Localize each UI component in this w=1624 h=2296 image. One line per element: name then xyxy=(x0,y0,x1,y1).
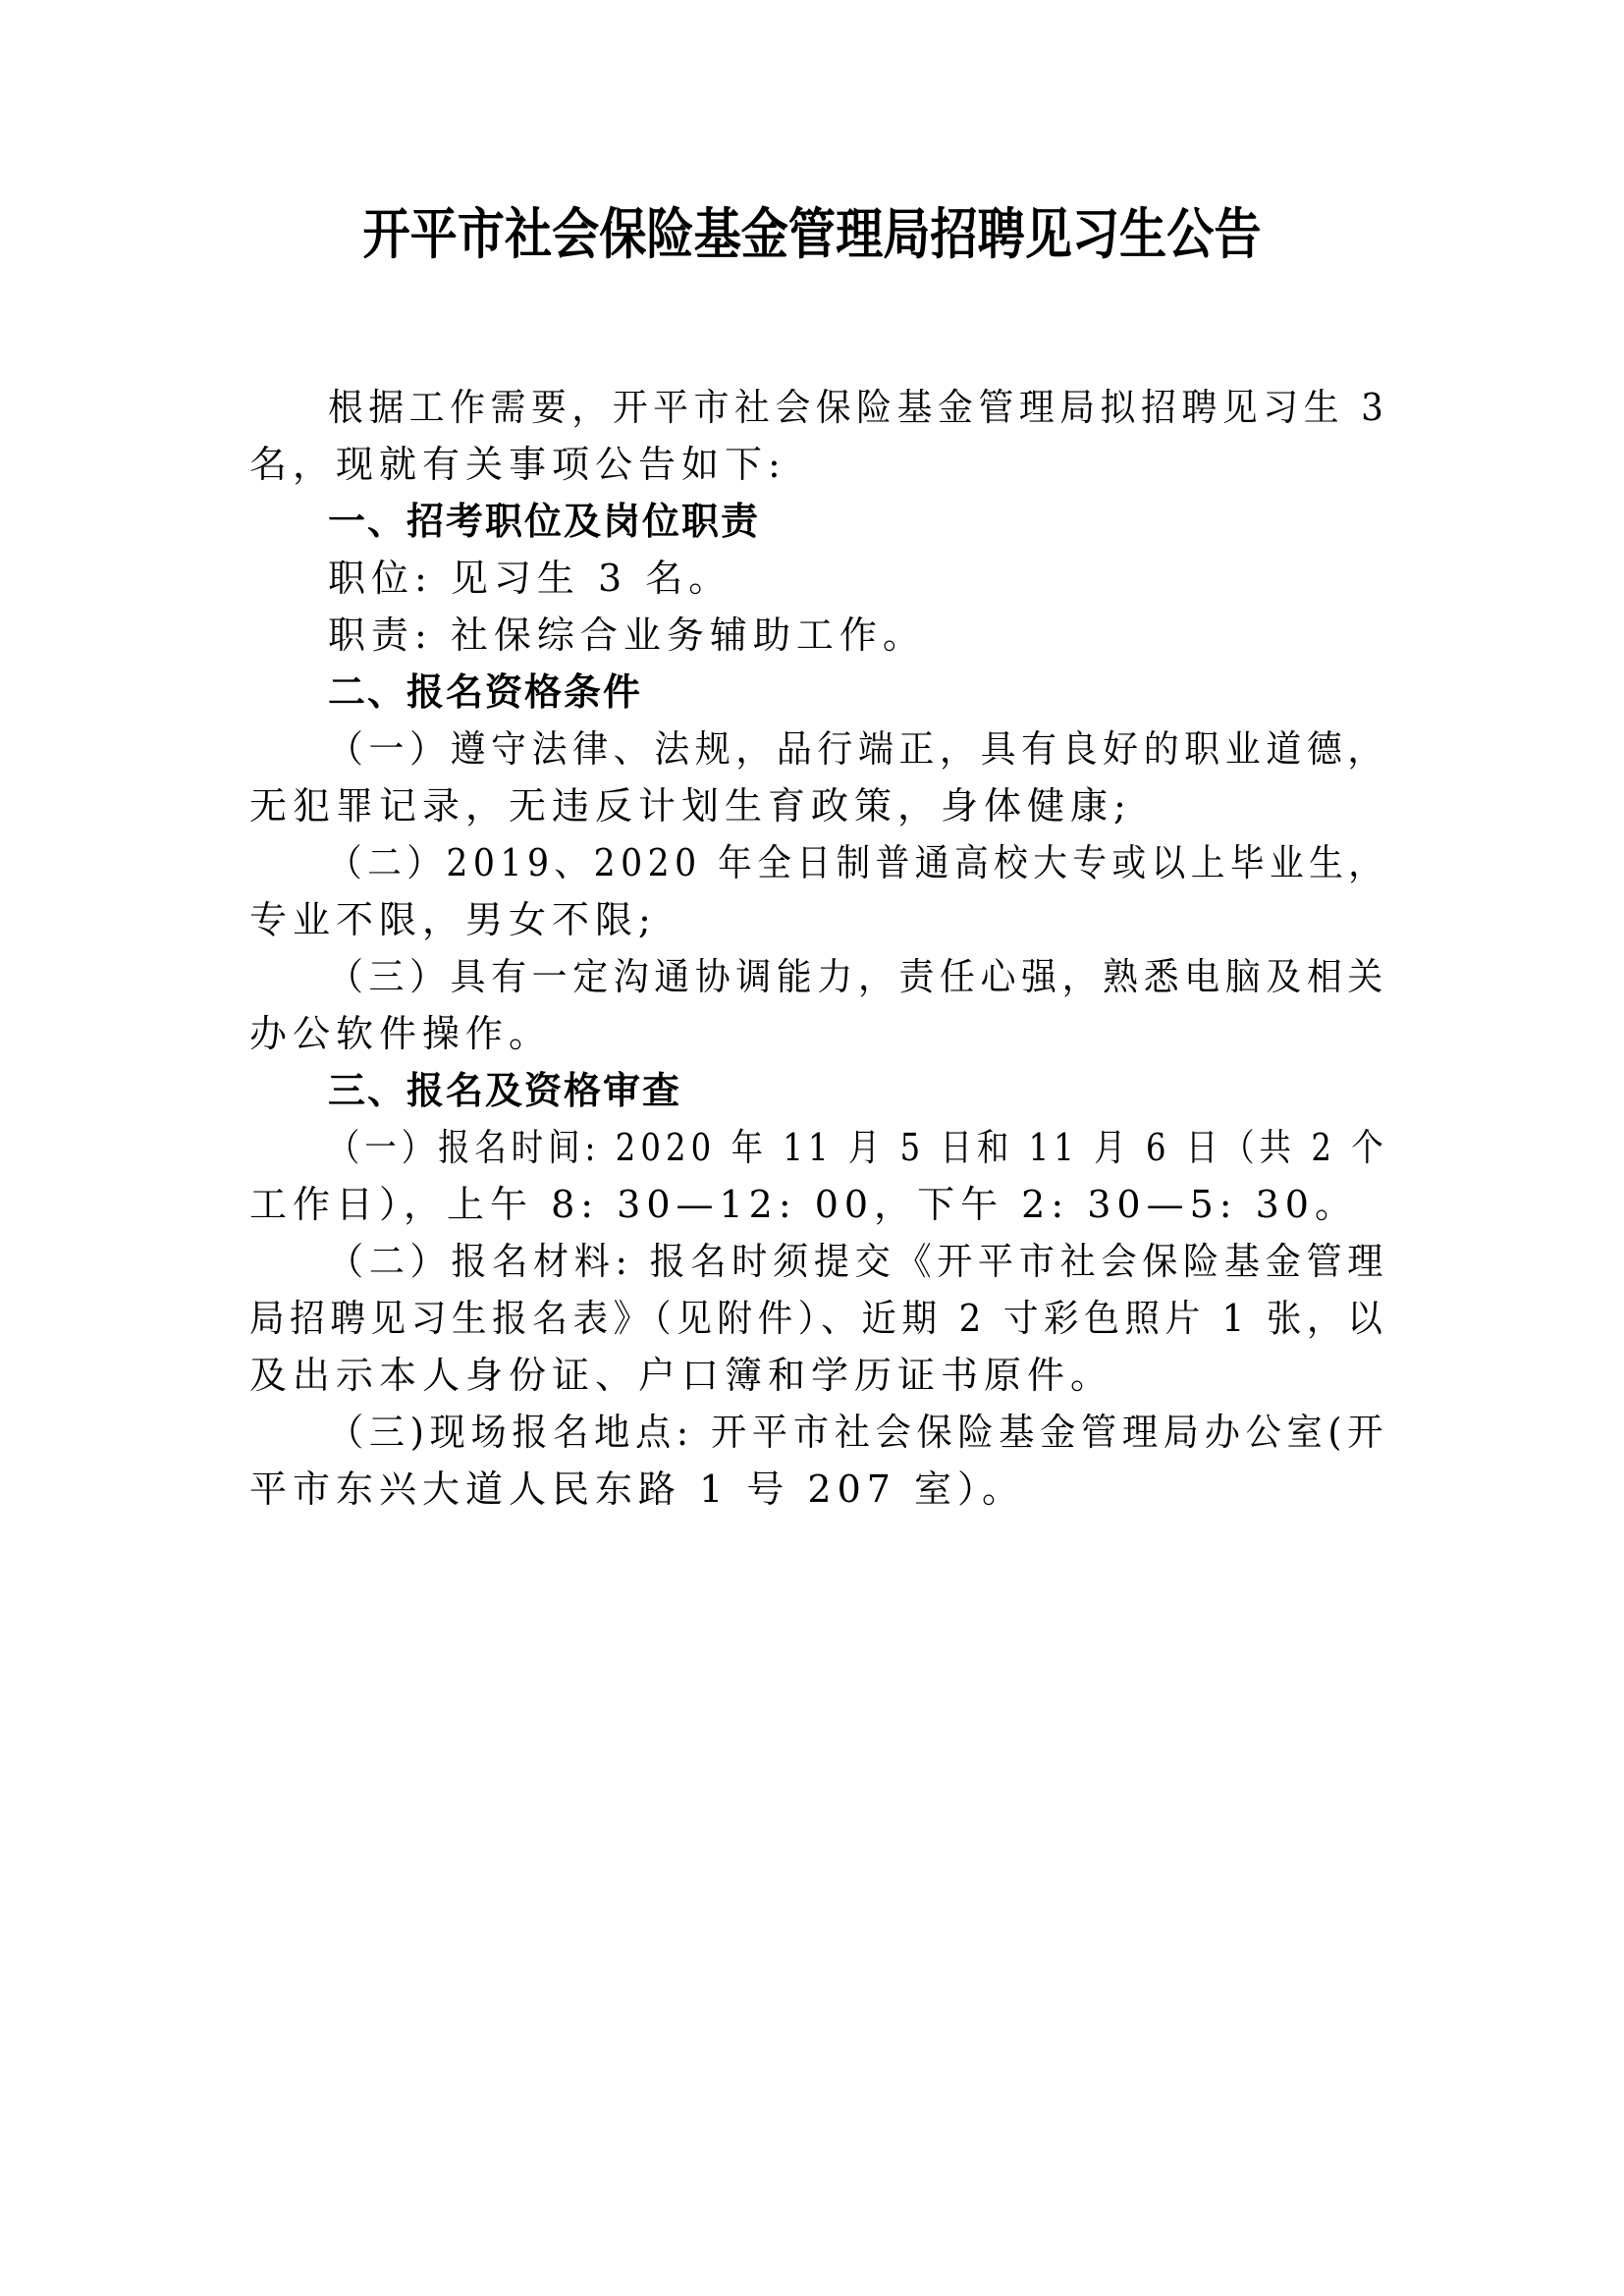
registration-materials-line-2: 局招聘见习生报名表》（见附件）、近期 2 寸彩色照片 1 张，以 xyxy=(249,1297,1388,1340)
section-heading-1: 一、招考职位及岗位职责 xyxy=(328,500,761,543)
intro-line-2: 名，现就有关事项公告如下: xyxy=(249,443,786,486)
registration-time-line-2: 工作日），上午 8: 30—12: 00，下午 2: 30—5: 30。 xyxy=(249,1183,1358,1226)
qualification-3-line-1: （三）具有一定沟通协调能力，责任心强，熟悉电脑及相关 xyxy=(328,955,1388,998)
position-line: 职位: 见习生 3 名。 xyxy=(328,557,732,600)
qualification-2-line-1: （二）2019、2020 年全日制普通高校大专或以上毕业生， xyxy=(328,841,1388,884)
registration-time-line-1: （一）报名时间: 2020 年 11 月 5 日和 11 月 6 日（共 2 个 xyxy=(328,1126,1388,1169)
registration-materials-line-3: 及出示本人身份证、户口簿和学历证书原件。 xyxy=(249,1354,1114,1397)
duty-line: 职责: 社保综合业务辅助工作。 xyxy=(328,614,926,657)
section-heading-2: 二、报名资格条件 xyxy=(328,670,643,714)
registration-location-line-2: 平市东兴大道人民东路 1 号 207 室）。 xyxy=(249,1468,1026,1511)
qualification-3-line-2: 办公软件操作。 xyxy=(249,1012,553,1055)
qualification-1-line-2: 无犯罪记录，无违反计划生育政策，身体健康; xyxy=(249,784,1132,828)
registration-location-line-1: （三)现场报名地点: 开平市社会保险基金管理局办公室(开 xyxy=(328,1411,1389,1454)
section-heading-3: 三、报名及资格审查 xyxy=(328,1069,682,1112)
registration-materials-line-1: （二）报名材料: 报名时须提交《开平市社会保险基金管理 xyxy=(328,1240,1389,1283)
document-title: 开平市社会保险基金管理局招聘见习生公告 xyxy=(362,203,1262,267)
qualification-1-line-1: （一）遵守法律、法规，品行端正，具有良好的职业道德， xyxy=(328,727,1388,771)
intro-line-1: 根据工作需要，开平市社会保险基金管理局拟招聘见习生 3 xyxy=(328,386,1389,429)
qualification-2-line-2: 专业不限，男女不限; xyxy=(249,898,657,941)
